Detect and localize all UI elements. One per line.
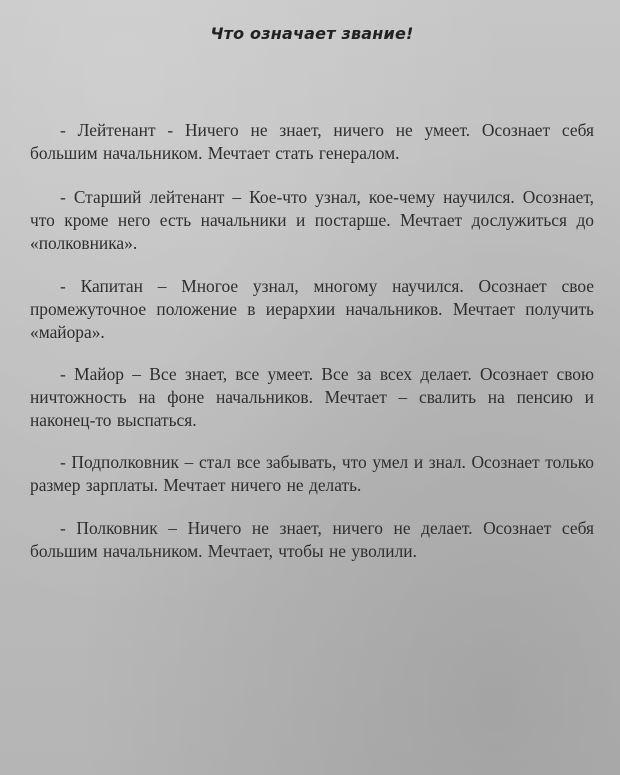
paragraph-lieutenant-colonel: - Подполковник – стал все забывать, что умел и знал. Осознает только размер зарплаты. Мечтает ничего не делать. (30, 452, 594, 495)
paragraph-senior-lieutenant: - Старший лейтенант – Кое-что узнал, кое-чему научился. Осознает, что кроме него есть начальники и постарше. Мечтает дослужиться до «полковника». (30, 187, 594, 253)
paragraph-major: - Майор – Все знает, все умеет. Все за всех делает. Осознает свою ничтожность на фоне начальников. Мечтает – свалить на пенсию и наконец-то выспаться. (30, 364, 594, 430)
paragraph-colonel: - Полковник – Ничего не знает, ничего не делает. Осознает себя большим начальником. Мечтает, чтобы не уволили. (30, 518, 594, 561)
page-title: Что означает звание! (210, 24, 414, 43)
paragraph-lieutenant: - Лейтенант - Ничего не знает, ничего не умеет. Осознает себя большим начальником. Мечтает стать генералом. (30, 120, 594, 163)
paragraph-captain: - Капитан – Многое узнал, многому научился. Осознает свое промежуточное положение в иерархии начальников. Мечтает получить «майора». (30, 276, 594, 342)
